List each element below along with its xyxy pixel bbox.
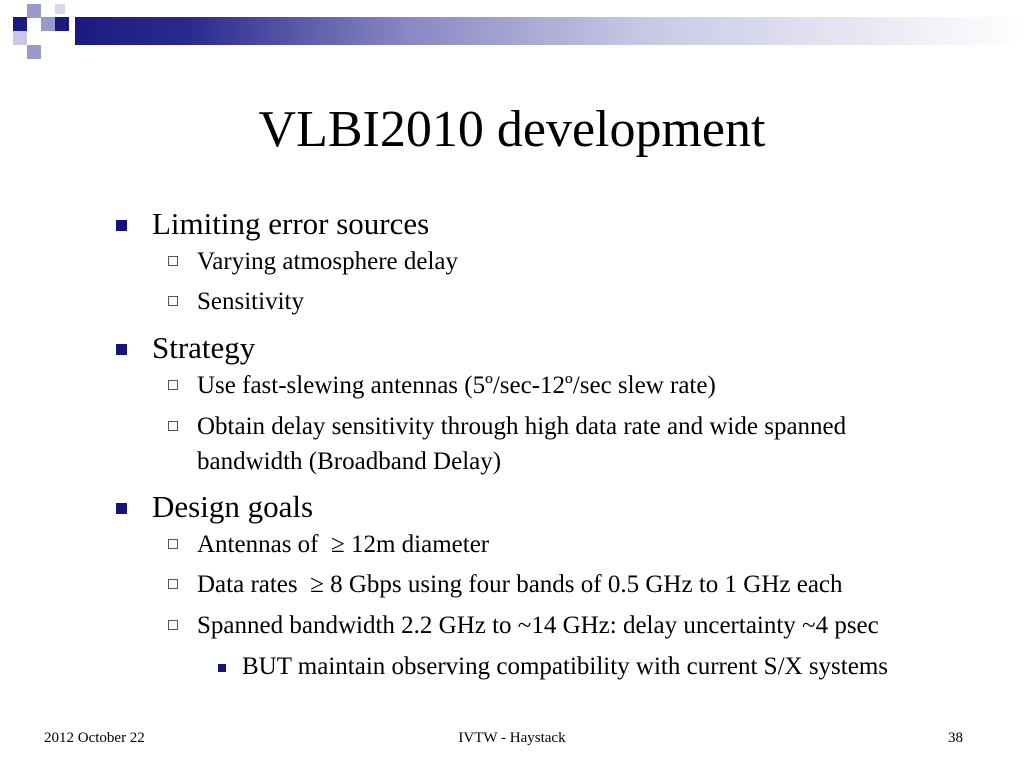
subbullet-antennas: [197, 527, 977, 562]
subbullet-text: Varying atmosphere delay: [197, 248, 459, 275]
subbullet-text: Obtain delay sensitivity through high data rate and wide spanned bandwidth (Broadband Delay): [197, 413, 847, 475]
subbullet-text: Data rates ≥ 8 Gbps using four bands of 0.5 GHz to 1 GHz each: [197, 571, 843, 598]
subsubbullet-compatibility: [242, 649, 888, 684]
square-bullet-icon: [116, 503, 127, 514]
subsubbullet-text: BUT maintain observing compatibility with current S/X systems: [242, 653, 888, 680]
subbullet-text: Sensitivity: [197, 288, 304, 315]
bullet-strategy: [152, 330, 255, 366]
subbullet-text: Antennas of ≥ 12m diameter: [197, 531, 490, 558]
subbullet-fast-slewing: [197, 368, 977, 403]
hollow-square-bullet-icon: [168, 579, 178, 589]
subbullet-text: Use fast-slewing antennas (5º/sec-12º/sec slew rate): [197, 372, 716, 399]
footer-date: 2012 October 22: [44, 730, 145, 746]
footer-center: IVTW - Haystack: [458, 730, 566, 746]
subbullet-sensitivity: [197, 284, 977, 319]
square-bullet-icon: [116, 344, 127, 355]
hollow-square-bullet-icon: [168, 539, 178, 549]
slide-title: VLBI2010 development: [258, 101, 766, 158]
hollow-square-bullet-icon: [168, 421, 178, 431]
bullet-text: Design goals: [152, 489, 314, 524]
subbullet-atmosphere: [197, 244, 977, 279]
small-square-bullet-icon: [218, 664, 226, 672]
hollow-square-bullet-icon: [168, 256, 178, 266]
subbullet-delay-sensitivity: [197, 409, 957, 479]
hollow-square-bullet-icon: [168, 296, 178, 306]
header-square-light: [13, 31, 27, 45]
header-square-light: [41, 17, 55, 31]
hollow-square-bullet-icon: [168, 620, 178, 630]
header-square-dark: [55, 17, 69, 31]
bullet-text: Limiting error sources: [152, 206, 430, 241]
header-square-light: [27, 4, 41, 18]
bullet-design-goals: [152, 489, 313, 525]
page-number: 38: [948, 730, 963, 746]
decorative-header: [0, 0, 1024, 60]
bullet-limiting-error-sources: [152, 206, 429, 242]
hollow-square-bullet-icon: [168, 380, 178, 390]
header-gradient-bar: [75, 17, 1024, 45]
header-square-light: [55, 4, 65, 14]
header-square-light: [27, 45, 41, 59]
subbullet-spanned-bandwidth: [197, 608, 977, 643]
header-square-dark: [13, 17, 27, 31]
subbullet-text: Spanned bandwidth 2.2 GHz to ~14 GHz: delay uncertainty ~4 psec: [197, 612, 879, 639]
bullet-text: Strategy: [152, 330, 256, 365]
square-bullet-icon: [116, 220, 127, 231]
subbullet-data-rates: [197, 567, 977, 602]
